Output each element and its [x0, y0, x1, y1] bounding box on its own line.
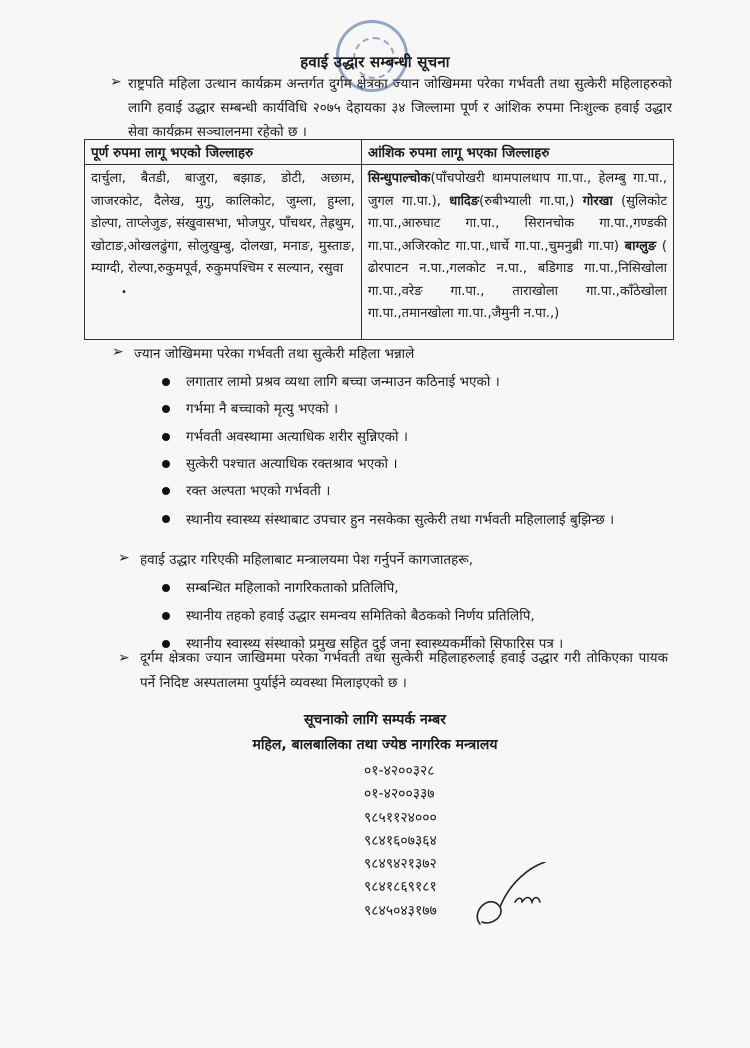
phone-number: ९८४९४२१३७२: [364, 856, 437, 873]
partial-district-name: बाग्लुङ: [624, 238, 657, 254]
phone-number: ०१-४२००३२८: [364, 763, 435, 779]
phone-number: ९८४१६०७३६४: [364, 832, 437, 849]
cell-partial-districts: [361, 165, 673, 340]
final-arrow-bullet: ➢: [118, 650, 130, 666]
partial-district-areas: (पाँचपोखरी थामपालथाप गा.पा., हेलम्बु गा.पा., जुगल गा.पा.),: [367, 171, 667, 209]
list-item: लगातार लामो प्रश्रव व्यथा लागि बच्चा जन्माउन कठिनाई भएको ।: [160, 370, 680, 397]
list-item: रक्त अल्पता भएको गर्भवती ।: [160, 479, 680, 507]
documents-heading: हवाई उद्धार गरिएकी महिलाबाट मन्त्रालयमा पेश गर्नुपर्ने कागजातहरू,: [140, 552, 474, 568]
header-full-districts: पूर्ण रुपमा लागू भएको जिल्लाहरु: [85, 140, 362, 165]
intro-paragraph: राष्ट्रपति महिला उत्थान कार्यक्रम अन्तर्गत दुर्गम क्षेत्रका ज्यान जोखिममा परेका गर्भवती तथा सुत्केरी महिलाहरुको लागि हवाई उद्धार सम्बन्धी कार्यविधि २०७५ देहायका ३४ जिल्लामा पूर्ण र आंशिक रुपमा निःशुल्क हवाई उद्धार सेवा कार्यक्रम सञ्चालनमा रहेको छ ।: [128, 76, 672, 140]
partial-district-areas: (सुलिकोट गा.पा.,आरुघाट गा.पा., सिरानचोक गा.पा.,गण्डकी गा.पा.,अजिरकोट गा.पा.,धार्चे गा.पा.,चुमनुब्री गा.पा): [367, 193, 668, 254]
risk-arrow-bullet: ➢: [112, 344, 124, 360]
bullet-dot-icon: [162, 487, 170, 495]
handwritten-signature: [460, 862, 570, 932]
list-item: सुत्केरी पश्चात अत्याधिक रक्तश्राव भएको ।: [160, 452, 680, 479]
full-districts-list: दार्चुला, बैतडी, बाजुरा, बझाङ, डोटी, अछाम, जाजरकोट, दैलेख, मुगु, कालिकोट, जुम्ला, हुम्ला, डोल्पा, ताप्लेजुङ, संखुवासभा, भोजपुर, पाँचथर, तेह्रथुम, खोटाङ,ओखलढुंगा, सोलुखुम्बु, दोलखा, मनाङ, मुस्ताङ, म्याग्दी, रोल्पा,रुकुमपूर्व, रुकुमपश्चिम र सल्यान, रसुवा: [91, 171, 355, 276]
partial-district-name: गोरखा: [582, 193, 613, 209]
list-item: सम्बन्धित महिलाको नागरिकताको प्रतिलिपि,: [160, 576, 680, 604]
list-item: स्थानीय तहको हवाई उद्धार समन्वय समितिको बैठकको निर्णय प्रतिलिपि,: [160, 604, 680, 632]
phone-number: ९८५११२४०००: [364, 809, 437, 826]
intro-arrow-bullet: ➢: [110, 74, 122, 90]
list-item: स्थानीय स्वास्थ्य संस्थाको प्रमुख सहित दुई जना स्वास्थ्यकर्मीको सिफारिस पत्र ।: [160, 632, 680, 660]
contact-heading: सूचनाको लागि सम्पर्क नम्बर: [303, 712, 447, 728]
partial-districts-list: [368, 168, 667, 326]
bullet-dot-icon: [162, 460, 170, 468]
list-item: गर्भवती अवस्थामा अत्याधिक शरीर सुन्निएको ।: [160, 425, 680, 452]
bullet-dot-icon: [162, 405, 170, 413]
documents-arrow-bullet: ➢: [118, 550, 130, 566]
cell-full-districts: दार्चुला, बैतडी, बाजुरा, बझाङ, डोटी, अछाम, जाजरकोट, दैलेख, मुगु, कालिकोट, जुम्ला, हुम्ला, डोल्पा, ताप्लेजुङ, संखुवासभा, भोजपुर, पाँचथर, तेह्रथुम, खोटाङ,ओखलढुंगा, सोलुखुम्बु, दोलखा, मनाङ, मुस्ताङ, म्याग्दी, रोल्पा,रुकुमपूर्व, रुकुमपश्चिम र सल्यान, रसुवा •: [85, 165, 362, 340]
list-item: गर्भमा नै बच्चाको मृत्यु भएको ।: [160, 397, 680, 425]
partial-district-name: धादिङ: [449, 193, 480, 209]
list-item: स्थानीय स्वास्थ्य संस्थाबाट उपचार हुन नसकेका सुत्केरी तथा गर्भवती महिलालाई बुझिन्छ ।: [160, 507, 680, 533]
bullet-dot-icon: [162, 584, 170, 592]
phone-number: ०१-४२००३३७: [364, 786, 435, 803]
partial-district-areas: (रुबीभ्याली गा.पा,): [479, 193, 583, 209]
bullet-dot-icon: [162, 378, 170, 386]
notice-title: हवाई उद्धार सम्बन्धी सूचना: [300, 53, 450, 71]
phone-number-list: [364, 760, 437, 923]
ministry-name: महिल, बालबालिका तथा ज्येष्ठ नागरिक मन्त्रालय: [252, 737, 498, 753]
bullet-dot-icon: [162, 515, 170, 523]
final-paragraph: दूर्गम क्षेत्रका ज्यान जाखिममा परेका गर्भवती तथा सुत्केरी महिलाहरुलाई हवाई उद्धार गरी तोकिएका पायक पर्ने निदिष्ट अस्पतालमा पुर्याईने व्यवस्था मिलाइएको छ ।: [140, 650, 668, 691]
phone-number: ९८४१८६९१८१: [364, 879, 437, 896]
bullet-dot-icon: [162, 612, 170, 620]
phone-number: ९८४५०४३१७७: [364, 902, 437, 919]
districts-table: [84, 139, 674, 340]
partial-district-name: सिन्धुपाल्चोक: [367, 171, 431, 186]
bullet-dot-icon: [162, 433, 170, 441]
partial-district-areas: ( ढोरपाटन न.पा.,गलकोट न.पा., बडिगाड गा.पा.,निसिखोला गा.पा.,वरेङ गा.पा., ताराखोला गा.पा.,काँठेखोला गा.पा.,तमानखोला गा.पा.,जैमुनी न.पा.,): [367, 238, 667, 321]
header-partial-districts: आंशिक रुपमा लागू भएका जिल्लाहरु: [361, 140, 673, 165]
risk-conditions-list: [160, 370, 680, 533]
risk-heading: ज्यान जोखिममा परेका गर्भवती तथा सुत्केरी महिला भन्नाले: [134, 346, 415, 362]
